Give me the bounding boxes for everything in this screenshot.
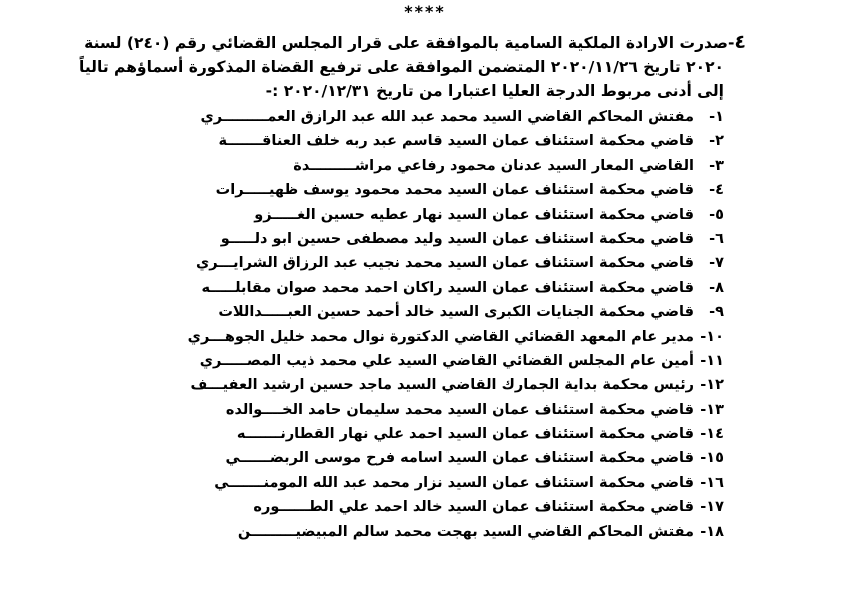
item-text: مدير عام المعهد القضائي القاضي الدكتورة نوال محمد خليل الجوهـــري [187, 328, 694, 345]
list-item [164, 154, 724, 178]
list-item [164, 349, 724, 373]
item-number: ١٧- [700, 499, 724, 516]
item-text: قاضي محكمة استئناف عمان السيد قاسم عبد ربه خلف العناقـــــــة [218, 133, 694, 150]
item-number: ٣- [709, 157, 724, 174]
item-text: قاضي محكمة استئناف عمان السيد نهار عطيه حسين الغـــــزو [254, 206, 694, 223]
list-item [164, 471, 724, 495]
section-number: ٤ [734, 31, 746, 53]
item-number: ٤- [709, 182, 724, 199]
item-number: ٧- [709, 255, 724, 272]
item-text: قاضي محكمة استئناف عمان السيد محمد سليمان حامد الخــــوالده [225, 401, 694, 418]
item-text: قاضي محكمة استئناف عمان السيد اسامه فرح موسى الربضــــــي [225, 450, 694, 467]
list-item [164, 520, 724, 544]
list-item [164, 129, 724, 153]
intro-line-3: إلى أدنى مربوط الدرجة العليا اعتبارا من تاريخ ٢٠٢٠/١٢/٣١ :- [265, 82, 724, 100]
item-text: رئيس محكمة بداية الجمارك القاضي السيد ماجد حسين ارشيد العفيـــف [190, 377, 694, 394]
item-number: ١- [709, 109, 724, 125]
item-number: ٢- [709, 133, 724, 150]
item-text: قاضي محكمة استئناف عمان السيد احمد علي نهار القطارنـــــــه [236, 426, 694, 443]
item-number: ١٤- [700, 426, 724, 443]
list-item [164, 325, 724, 349]
item-text: قاضي محكمة استئناف عمان السيد نزار محمد عبد الله المومنـــــــي [214, 474, 694, 491]
list-item [164, 105, 724, 129]
item-number: ٨- [709, 279, 724, 296]
item-number: ١٣- [700, 401, 724, 418]
list-item [164, 203, 724, 227]
list-item [164, 178, 724, 202]
item-number: ١٠- [700, 328, 724, 345]
item-number: ١٥- [700, 450, 724, 467]
item-text: قاضي محكمة استئناف عمان السيد محمد محمود يوسف ظهيـــــرات [215, 182, 694, 199]
item-number: ٦- [709, 230, 724, 247]
item-text: القاضي المعار السيد عدنان محمود رفاعي مراشـــــــــدة [293, 157, 694, 174]
item-text: قاضي محكمة استئناف عمان السيد راكان احمد محمد صوان مقابلـــــه [201, 279, 694, 296]
intro-line-1 [84, 30, 746, 55]
item-number: ٩- [709, 304, 724, 321]
list-item [164, 398, 724, 422]
intro-line-2: ٢٠٢٠ تاريخ ٢٠٢٠/١١/٢٦ المتضمن الموافقة على ترفيع القضاة المذكورة أسماؤهم تالياً [79, 58, 724, 76]
list-item [164, 227, 724, 251]
item-text: قاضي محكمة استئناف عمان السيد محمد نجيب عبد الرزاق الشرايـــري [196, 255, 694, 272]
list-item [164, 373, 724, 397]
item-number: ١١- [700, 352, 724, 369]
item-number: ١٨- [700, 523, 724, 540]
item-number: ٥- [709, 206, 724, 223]
item-text: قاضي محكمة الجنايات الكبرى السيد خالد أحمد حسين العبـــــداللات [218, 304, 694, 321]
list-item [164, 251, 724, 275]
item-text: مفتش المحاكم القاضي السيد محمد عبد الله عبد الرازق العمـــــــــري [200, 109, 694, 125]
list-item [164, 276, 724, 300]
item-number: ١٢- [700, 377, 724, 394]
item-text: قاضي محكمة استئناف عمان السيد خالد احمد علي الطــــــوره [253, 499, 694, 516]
item-text: أمين عام المجلس القضائي القاضي السيد علي محمد ذيب المصـــــري [199, 352, 694, 369]
list-item [164, 495, 724, 519]
separator-stars: **** [404, 2, 446, 21]
list-item [164, 422, 724, 446]
item-text: مفتش المحاكم القاضي السيد بهجت محمد سالم المبيضيـــــــــن [237, 523, 694, 540]
list-item [164, 300, 724, 324]
item-text: قاضي محكمة استئناف عمان السيد وليد مصطفى حسين ابو دلـــــو [220, 230, 694, 247]
list-item [164, 446, 724, 470]
intro-text-1: -صدرت الارادة الملكية السامية بالموافقة على قرار المجلس القضائي رقم (٢٤٠) لسنة [84, 34, 735, 52]
section-intro [79, 30, 746, 103]
judges-list [164, 105, 724, 544]
item-number: ١٦- [700, 474, 724, 491]
